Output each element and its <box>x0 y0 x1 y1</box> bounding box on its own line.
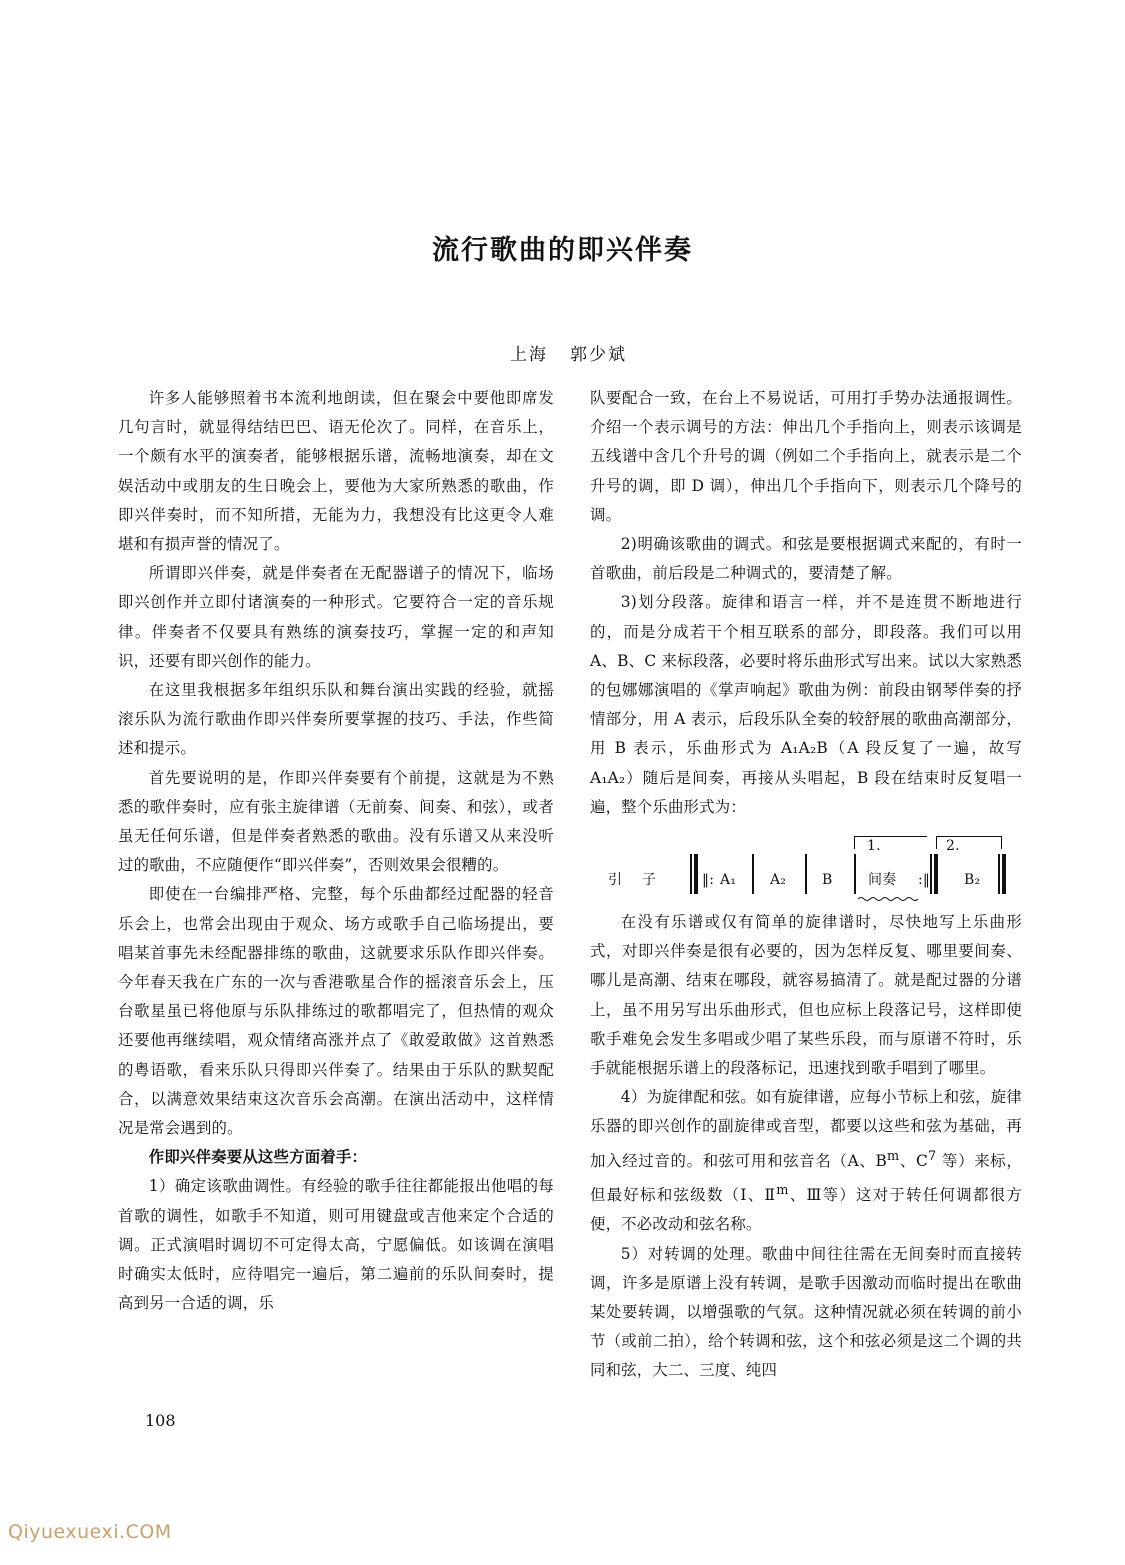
form-segment-interlude: 间奏 <box>868 872 897 889</box>
form-barline <box>690 854 692 894</box>
left-column <box>118 384 554 1319</box>
form-barline <box>930 854 932 894</box>
form-segment-b: B <box>822 872 833 889</box>
paragraph: 首先要说明的是，作即兴伴奏要有个前提，这就是为不熟悉的歌伴奏时，应有张主旋律谱（无前奏、间奏、和弦），或者虽无任何乐谱，但是伴奏者熟悉的歌曲。没有乐谱又从来没听过的歌曲，不应随便作“即兴伴奏”，否则效果会很糟的。 <box>118 768 554 875</box>
site-watermark: Qiyuexuexi.COM <box>8 1521 172 1543</box>
paragraph: 即使在一台编排严格、完整，每个乐曲都经过配器的轻音乐会上，也常会出现由于观众、场方或歌手自己临场提出，要唱某首事先未经配器排练的歌曲，这就要求乐队作即兴伴奏。今年春天我在广东的一次与香港歌星合作的摇滚音乐会上，压台歌星虽已将他原与乐队排练过的歌都唱完了，但热情的观众还要他再继续唱，观众情绪高涨并点了《敢爱敢做》这首熟悉的粤语歌，看来乐队只得即兴伴奏了。结果由于乐队的默契配合，以满意效果结束这次音乐会高潮。在演出活动中，这样情况是常会遇到的。 <box>118 885 554 1138</box>
form-barline <box>1002 854 1006 894</box>
form-barline <box>934 854 938 894</box>
ending-1-label: 1. <box>867 838 881 855</box>
form-barline <box>854 854 856 894</box>
paragraph: 所谓即兴伴奏，就是伴奏者在无配器谱子的情况下，临场即兴创作并立即付诸演奏的一种形式。它要符合一定的音乐规律。伴奏者不仅要具有熟练的演奏技巧，掌握一定的和声知识，还要有即兴创作的能力。 <box>118 564 554 670</box>
paragraph: 3)划分段落。旋律和语言一样，并不是连贯不断地进行的，而是分成若干个相互联系的部分，即段落。我们可以用 A、B、C 来标段落，必要时将乐曲形式写出来。试以大家熟悉的包娜娜演唱的《掌声响起》歌曲为例：前段由钢琴伴奏的抒情部分，用 A 表示，后段乐队全奏的较舒展的歌曲高潮部分，用 B 表示，乐曲形式为 A₁A₂B（A 段反复了一遍，故写 A₁A₂）随后是间奏，再接从头唱起，B 段在结束时反复唱一遍，整个乐曲形式为： <box>590 593 1022 816</box>
paragraph: 5）对转调的处理。歌曲中间往往需在无间奏时而直接转调，许多是原谱上没有转调，是歌手因激动而临时提出在歌曲某处要转调，以增强歌的气氛。这种情况就必须在转调的前小节（或前二拍），给个转调和弦，这个和弦必须是这二个调的共同和弦，大二、三度、纯四 <box>590 1244 1022 1380</box>
paragraph: 许多人能够照着书本流利地朗读，但在聚会中要他即席发几句言时，就显得结结巴巴、语无伦次了。同样，在音乐上，一个颇有水平的演奏者，能够根据乐谱，流畅地演奏，却在文娱活动中或朋友的生日晚会上，要他为大家所熟悉的歌曲，作即兴伴奏时，而不知所措，无能为力，我想没有比这更令人难堪和有损声誉的情况了。 <box>118 389 554 554</box>
form-repeat-close: :‖ <box>918 872 931 889</box>
form-barline <box>805 854 807 894</box>
paragraph: 在没有乐谱或仅有简单的旋律谱时，尽快地写上乐曲形式，对即兴伴奏是很有必要的，因为怎样反复、哪里要间奏、哪儿是高潮、结束在哪段，就容易搞清了。就是配过器的分谱上，虽不用另写出乐曲形式，但也应标上段落记号，这样即使歌手难免会发生多唱或少唱了某些乐段，而与原谱不符时，乐手就能根据乐谱上的段落标记，迅速找到歌手唱到了哪里。 <box>590 913 1022 1078</box>
author-location: 上海 <box>510 345 548 365</box>
form-segment-a1: A₁ <box>720 872 737 889</box>
interlude-wavy-line <box>858 896 918 902</box>
paragraph: 4）为旋律配和弦。如有旋律谱，应每小节标上和弦，旋律乐器的即兴创作的副旋律或音型，都要以这些和弦为基础，再加入经过音的。和弦可用和弦音名（A、$B^m$、$C^7$ 等）来标，但最好标和弦级数（Ⅰ、Ⅱ$^m$、Ⅲ等）这对于转任何调都很方便，不必改动和弦名称。 <box>590 1088 1022 1234</box>
author-name: 郭少斌 <box>570 345 627 365</box>
form-barline <box>694 854 698 894</box>
form-barline <box>752 854 754 894</box>
paragraph: 2)明确该歌曲的调式。和弦是要根据调式来配的，有时一首歌曲，前后段是二种调式的，要清楚了解。 <box>590 535 1022 583</box>
form-repeat-open: ‖: <box>702 872 715 889</box>
article-title: 流行歌曲的即兴伴奏 <box>432 235 693 266</box>
author-line <box>510 340 627 365</box>
paragraph: 在这里我根据多年组织乐队和舞台演出实践的经验，就摇滚乐队为流行歌曲作即兴伴奏所要掌握的技巧、手法，作些简述和提示。 <box>118 681 554 758</box>
ending-2-label: 2. <box>946 838 960 855</box>
section-heading: 作即兴伴奏要从这些方面着手： <box>148 1148 368 1167</box>
song-form-diagram <box>590 826 1022 904</box>
paragraph: 队要配合一致，在台上不易说话，可用打手势办法通报调性。介绍一个表示调号的方法：伸出几个手指向上，则表示该调是五线谱中含几个升号的调（例如二个手指向上，就表示是二个升号的调，即 D 调），伸出几个手指向下，则表示几个降号的调。 <box>590 389 1022 524</box>
form-segment-b2: B₂ <box>964 872 981 889</box>
form-intro-label: 引子 <box>608 872 676 889</box>
right-column <box>590 384 1022 1386</box>
form-segment-a2: A₂ <box>770 872 787 889</box>
page-number: 108 <box>145 1411 176 1430</box>
form-barline <box>998 854 1000 894</box>
ending-1-bracket <box>854 836 927 849</box>
paragraph: 1）确定该歌曲调性。有经验的歌手往往都能报出他唱的每首歌的调性，如歌手不知道，则可用键盘或吉他来定个合适的调。正式演唱时调切不可定得太高，宁愿偏低。如该调在演唱时确实太低时，应待唱完一遍后，第二遍前的乐队间奏时，提高到另一合适的调，乐 <box>118 1177 554 1313</box>
